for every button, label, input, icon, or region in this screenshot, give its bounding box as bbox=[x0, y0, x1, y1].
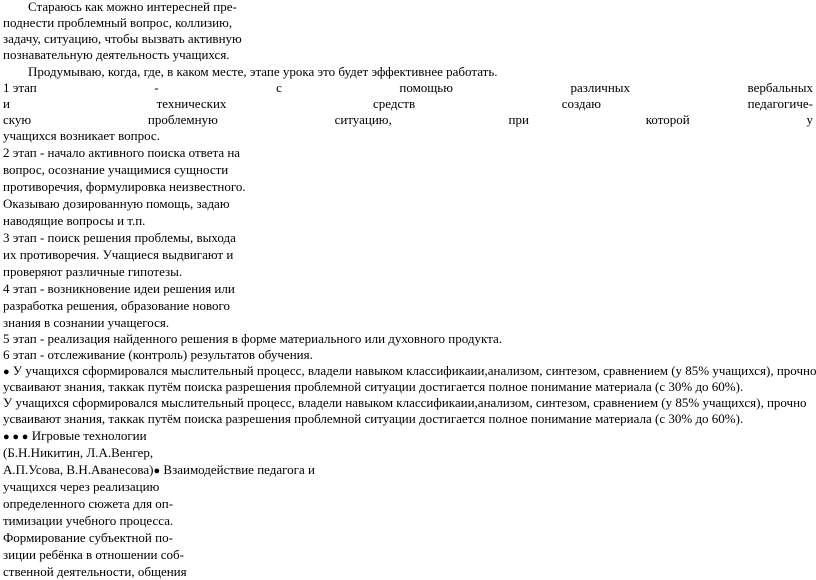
games-authors-1: (Б.Н.Никитин, Л.А.Венгер, bbox=[3, 445, 154, 460]
stage4-line-3: знания в сознании учащегося. bbox=[3, 315, 170, 330]
result1-line-1 bbox=[3, 363, 816, 379]
interaction-text: Взаимодействие педагога и bbox=[163, 462, 315, 477]
result1-line-2: усваивают знания, таккак путём поиска разрешения проблемной ситуации достигается полное понимание материала (с 30% до 60%). bbox=[3, 379, 744, 394]
word: при bbox=[508, 112, 529, 127]
tail-line-3: тимизации учебного процесса. bbox=[3, 513, 174, 528]
stage4-line-1: 4 этап - возникновение идеи решения или bbox=[3, 281, 235, 296]
stage4-line-2: разработка решения, образование нового bbox=[3, 298, 231, 313]
tail-line-2: определенного сюжета для оп- bbox=[3, 496, 174, 511]
p1-line-2: поднести проблемный вопрос, коллизию, bbox=[3, 15, 233, 30]
result2-line-2: усваивают знания, таккак путём поиска разрешения проблемной ситуации достигается полное понимание материала (с 30% до 60%). bbox=[3, 411, 744, 426]
word: вербальных bbox=[747, 80, 813, 95]
bullets-icon: ● ● ● bbox=[3, 431, 29, 443]
p2-line: Продумываю, когда, где, в каком месте, этапе урока это будет эффективнее работать. bbox=[28, 64, 498, 79]
p1-line-3: задачу, ситуацию, чтобы вызвать активную bbox=[3, 31, 242, 46]
word: у bbox=[806, 112, 813, 127]
word: создаю bbox=[561, 96, 601, 111]
stage2-line-5: наводящие вопросы и т.п. bbox=[3, 213, 146, 228]
stage2-line-2: вопрос, осознание учащимися сущности bbox=[3, 162, 229, 177]
games-authors-2: А.П.Усова, В.Н.Аванесова) bbox=[3, 462, 154, 477]
stage1-row-3 bbox=[3, 112, 813, 128]
result2-line-1: У учащихся сформировался мыслительный процесс, владели навыком классификаии,анализом, синтезом, сравнением (у 85% учащихся), прочно bbox=[3, 395, 807, 410]
stage3-line-3: проверяют различные гипотезы. bbox=[3, 264, 183, 279]
word: которой bbox=[645, 112, 690, 127]
stage2-line-4: Оказываю дозированную помощь, задаю bbox=[3, 196, 230, 211]
p1-line-4: познавательную деятельность учащихся. bbox=[3, 47, 230, 62]
stage6-line: 6 этап - отслеживание (контроль) результатов обучения. bbox=[3, 347, 313, 362]
word: педагогиче- bbox=[747, 96, 813, 111]
word: - bbox=[154, 80, 159, 95]
word: скую bbox=[3, 112, 32, 127]
word: средств bbox=[373, 96, 416, 111]
stage3-line-1: 3 этап - поиск решения проблемы, выхода bbox=[3, 230, 236, 245]
stage2-line-1: 2 этап - начало активного поиска ответа на bbox=[3, 145, 241, 160]
word: 1 этап bbox=[3, 80, 37, 95]
word: различных bbox=[570, 80, 631, 95]
word: проблемную bbox=[147, 112, 218, 127]
tail-line-1: учащихся через реализацию bbox=[3, 479, 160, 494]
word: технических bbox=[156, 96, 227, 111]
p1-line-1: Стараюсь как можно интересней пре- bbox=[28, 0, 237, 14]
word: помощью bbox=[399, 80, 453, 95]
tail-line-5: зиции ребёнка в отношении соб- bbox=[3, 547, 184, 562]
word: с bbox=[276, 80, 282, 95]
result1-text: У учащихся сформировался мыслительный процесс, владели навыком классификаии,анализом, синтезом, сравнением (у 85% учащихся), прочно bbox=[12, 363, 816, 378]
stage1-row-2 bbox=[3, 96, 813, 112]
games-authors-2-line bbox=[3, 462, 315, 478]
tail-line-6: ственной деятельности, общения bbox=[3, 564, 187, 579]
stage3-line-2: их противоречия. Учащиеся выдвигают и bbox=[3, 247, 234, 262]
bullet-icon: ● bbox=[153, 465, 161, 477]
tail-line-4: Формирование субъектной по- bbox=[3, 530, 173, 545]
games-title: Игровые технологии bbox=[31, 428, 147, 443]
word: и bbox=[3, 96, 10, 111]
stage1-row-1 bbox=[3, 80, 813, 96]
stage1-row-4: учащихся возникает вопрос. bbox=[3, 128, 160, 143]
games-title-line bbox=[3, 428, 147, 444]
stage5-line: 5 этап - реализация найденного решения в форме материального или духовного продукта. bbox=[3, 331, 502, 346]
bullet-icon: ● bbox=[3, 366, 10, 378]
stage2-line-3: противоречия, формулировка неизвестного. bbox=[3, 179, 246, 194]
word: ситуацию, bbox=[334, 112, 392, 127]
